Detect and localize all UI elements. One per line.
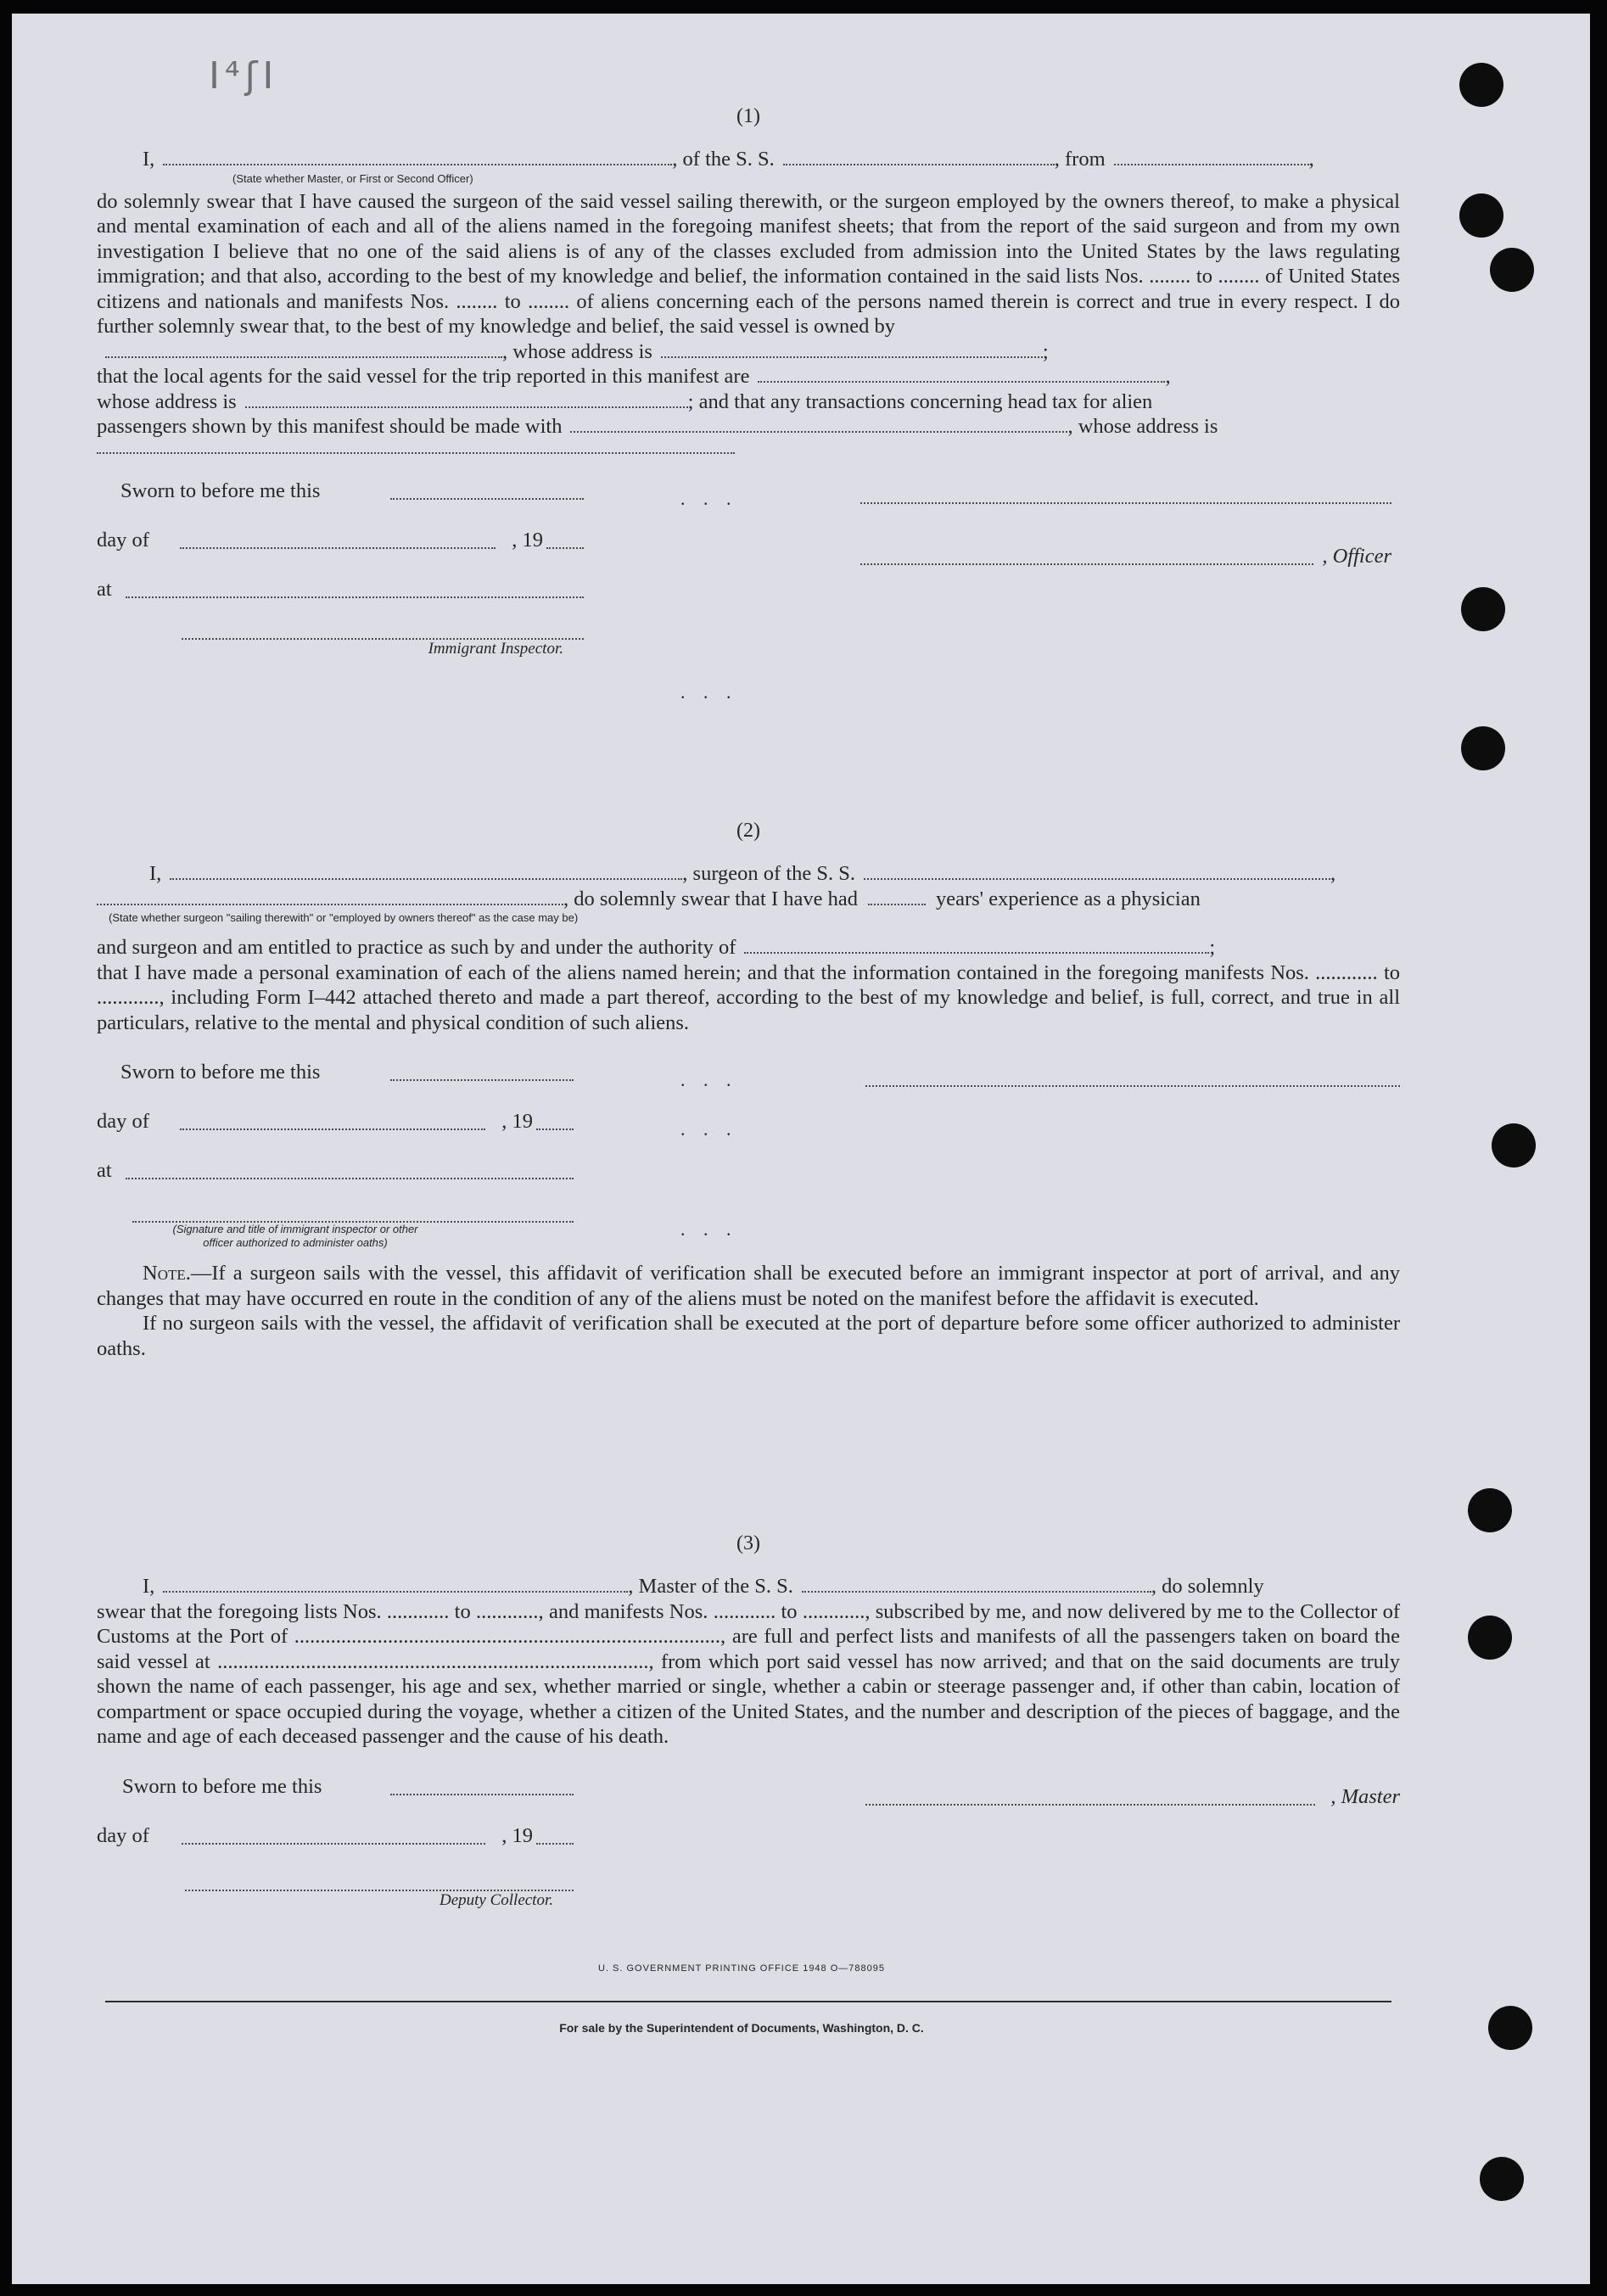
form-page bbox=[12, 14, 1590, 2284]
print-office-line: U. S. GOVERNMENT PRINTING OFFICE 1948 O—788095 bbox=[598, 1963, 885, 1974]
head-tax-party-field[interactable] bbox=[570, 430, 1067, 433]
punch-hole-icon bbox=[1480, 2157, 1524, 2201]
punch-hole-icon bbox=[1490, 248, 1534, 292]
agents-line: that the local agents for the said vessel for the trip reported in this manifest are , bbox=[97, 365, 1171, 388]
officer-signature-line-2[interactable] bbox=[860, 563, 1313, 565]
punch-hole-icon bbox=[1461, 726, 1505, 770]
section-2-line-1: I, , surgeon of the S. S. , bbox=[149, 862, 1336, 885]
authority-line: and surgeon and am entitled to practice as such by and under the authority of ; bbox=[97, 936, 1216, 959]
section-3-line-1: I, , Master of the S. S. , do solemnly bbox=[143, 1575, 1264, 1598]
section-3-body: swear that the foregoing lists Nos. ............ to ............, and manifests Nos. ............ to ............, subscribed by me, and now delivered by me to the Collector of Customs at the Port of .................................................................................., are full and perfect lists and manifests of all the passengers taken on board the said vessel at ..................................................................................., from which port said vessel has now arrived; and that on the said documents are truly shown the name of each passenger, his age and sex, whether married or single, whether a cabin or steerage passenger and, if other than cabin, location of compartment or space occupied during the voyage, whether a citizen of the United States, and the number and description of the pieces of baggage, and the name and age of each deceased passenger and the cause of his death. bbox=[97, 1599, 1400, 1748]
master-name-field[interactable] bbox=[163, 1590, 628, 1593]
footer-rule bbox=[105, 2001, 1391, 2002]
section-2-body: that I have made a personal examination of each of the aliens named herein; and that the information contained in the foregoing manifests Nos. ............ to ............, including Form I–442 attached thereto and made a part thereof, according to the best of my knowledge and belief, is full, correct, and true in all particulars, relative to the mental and physical condition of such aliens. bbox=[97, 960, 1400, 1034]
punch-hole-icon bbox=[1468, 1488, 1512, 1532]
section-number: (1) bbox=[736, 105, 760, 127]
officer-signature-line-1[interactable] bbox=[860, 501, 1391, 504]
vessel-name-field[interactable] bbox=[783, 163, 1055, 165]
punch-hole-icon bbox=[1488, 2006, 1532, 2050]
day-of-field-2[interactable] bbox=[180, 1128, 485, 1130]
surgeon-name-field[interactable] bbox=[170, 877, 682, 880]
owner-address-field[interactable] bbox=[661, 356, 1043, 358]
punch-hole-icon bbox=[1468, 1616, 1512, 1660]
vessel-name-field-3[interactable] bbox=[802, 1590, 1151, 1593]
place-field[interactable] bbox=[126, 596, 584, 598]
section-number: (3) bbox=[736, 1532, 760, 1554]
owner-field[interactable] bbox=[105, 356, 502, 358]
day-of-field[interactable] bbox=[180, 546, 496, 549]
sworn-date-field-2[interactable] bbox=[390, 1078, 574, 1081]
punch-hole-icon bbox=[1459, 193, 1503, 238]
inspector-caption: Immigrant Inspector. bbox=[428, 639, 563, 658]
section-1-line-1: I, , of the S. S. , from , bbox=[143, 148, 1314, 171]
surgeon-note: (State whether surgeon "sailing therewith" or "employed by owners thereof" as the case may be) bbox=[109, 911, 579, 924]
head-tax-line: whose address is ; and that any transactions concerning head tax for alien bbox=[97, 389, 1153, 413]
swear-line: , do solemnly swear that I have had years' experience as a physician bbox=[97, 887, 1400, 912]
years-field[interactable] bbox=[868, 903, 926, 905]
section-1-body: do solemnly swear that I have caused the surgeon of the said vessel sailing therewith, or the surgeon employed by the owners thereof, to make a physical and mental examination of each and all of the aliens named in the foregoing manifest sheets; that from the report of the said surgeon and from my own investigation I believe that no one of the said aliens is of any of the classes excluded from admission into the United States by the laws regulating immigration; and that also, according to the best of my knowledge and belief, the information contained in the said lists Nos. ........ to ........ of United States citizens and nationals and manifests Nos. ........ to ........ of aliens concerning each of the persons named therein is correct and true in every respect. I do further solemnly swear that, to the best of my knowledge and belief, the said vessel is owned by bbox=[97, 189, 1400, 338]
place-field-2[interactable] bbox=[126, 1177, 574, 1179]
day-of-field-3[interactable] bbox=[182, 1842, 485, 1845]
from-port-field[interactable] bbox=[1114, 163, 1309, 165]
handwritten-mark: I⁴ʃI bbox=[209, 54, 279, 98]
section-number: (2) bbox=[736, 820, 760, 842]
owned-by-line: , whose address is ; bbox=[97, 339, 1400, 365]
section-1: (1) I, , of the S. S. , from , (State whether Master, or First or Second Officer) do solemnly swear that I have caused the surgeon of the said vessel sailing therewith, or the surgeon employed by the owners thereof, to make a physical and mental examination of each and all of the aliens named in the foregoing manifest sheets; that from the report of the said surgeon and from my own investigation I believe that no one of the said aliens is of any of the classes excluded from admission into the United States by the laws regulating immigration; and that also, according to the best of my knowledge and belief, the information contained in the said lists Nos. ........ to ........ of United States citizens and nationals and manifests Nos. ........ to ........ of aliens concerning each of the persons named therein is correct and true in every respect. I do further solemnly swear that, to the best of my knowledge and belief, the said vessel is owned by , whose address is ; that the local agents for the said vessel for the trip reported in this manifest are , whose address is ; and that any transactions concerning head tax for alien passengers shown by this manifest should be made with , whose address is Sworn to before me this day of , 19 at Immigrant Inspector. . . . . . . , Officer bbox=[97, 105, 1400, 703]
note-2: If no surgeon sails with the vessel, the affidavit of verification shall be executed at the port of departure before some officer authorized to administer oaths. bbox=[97, 1312, 1400, 1360]
officer-name-field[interactable] bbox=[163, 163, 672, 165]
signature-note: (Signature and title of immigrant inspector or other officer authorized to administer oaths) bbox=[172, 1223, 418, 1249]
section-3: (3) I, , Master of the S. S. , do solemnly swear that the foregoing lists Nos. ............ to ............, and manifests Nos. ............ to ............, subscribed by me, and now delivered by me to the Collector of Customs at the Port of .................................................................................., are full and perfect lists and manifests of all the passengers taken on board the said vessel at ..................................................................................., from which port said vessel has now arrived; and that on the said documents are truly shown the name of each passenger, his age and sex, whether married or single, whether a cabin or steerage passenger and, if other than cabin, location of compartment or space occupied during the voyage, whether a citizen of the United States, and the number and description of the pieces of baggage, and the name and age of each deceased passenger and the cause of his death. Sworn to before me this day of , 19 Deputy Collector. , Master bbox=[97, 1532, 1400, 1909]
passengers-line: passengers shown by this manifest should be made with , whose address is bbox=[97, 415, 1218, 438]
punch-hole-icon bbox=[1492, 1123, 1536, 1168]
authority-field[interactable] bbox=[744, 951, 1209, 954]
section-2: (2) I, , surgeon of the S. S. , , do solemnly swear that I have had years' experience as a physician (State whether surgeon "sailing therewith" or "employed by owners thereof" as the case may be) and surgeon and am entitled to practice as such by and under the authority of ; that I have made a personal examination of each of the aliens named herein; and that the information contained in the foregoing manifests Nos. ............ to ............, including Form I–442 attached thereto and made a part thereof, according to the best of my knowledge and belief, is full, correct, and true in all particulars, relative to the mental and physical condition of such aliens. Sworn to before me this day of , 19 at (Signature and title of immigrant inspector or other officer authorized to administer oaths) . . . . . . . . . Note.—If a surgeon sails with the vessel, this affidavit of verification shall be executed before an immigrant inspector at port of arrival, and any changes that may have occurred en route in the condition of any of the aliens must be noted on the manifest before the affidavit is executed. If no surgeon sails with the vessel, the affidavit of verification shall be executed at the port of departure before some officer authorized to administer oaths. bbox=[97, 820, 1400, 1360]
surgeon-signature-field[interactable] bbox=[865, 1084, 1400, 1087]
agents-field[interactable] bbox=[758, 380, 1165, 383]
year-field-2[interactable] bbox=[536, 1128, 574, 1130]
for-sale-line: For sale by the Superintendent of Documents, Washington, D. C. bbox=[559, 2021, 924, 2035]
note-1: Note.—If a surgeon sails with the vessel, this affidavit of verification shall be executed before an immigrant inspector at port of arrival, and any changes that may have occurred en route in the condition of any of the aliens must be noted on the manifest before the affidavit is executed. bbox=[97, 1262, 1400, 1310]
punch-hole-icon bbox=[1461, 587, 1505, 631]
year-field[interactable] bbox=[546, 546, 584, 549]
year-field-3[interactable] bbox=[536, 1842, 574, 1845]
officer-note: (State whether Master, or First or Second Officer) bbox=[232, 171, 473, 185]
sworn-date-field[interactable] bbox=[390, 497, 584, 500]
punch-hole-icon bbox=[1459, 63, 1503, 107]
sworn-date-field-3[interactable] bbox=[390, 1793, 574, 1795]
deputy-caption: Deputy Collector. bbox=[439, 1890, 553, 1909]
master-signature-field[interactable] bbox=[865, 1803, 1315, 1806]
surgeon-type-field[interactable] bbox=[97, 903, 563, 905]
vessel-name-field-2[interactable] bbox=[864, 877, 1330, 880]
agents-address-field[interactable] bbox=[245, 406, 688, 408]
